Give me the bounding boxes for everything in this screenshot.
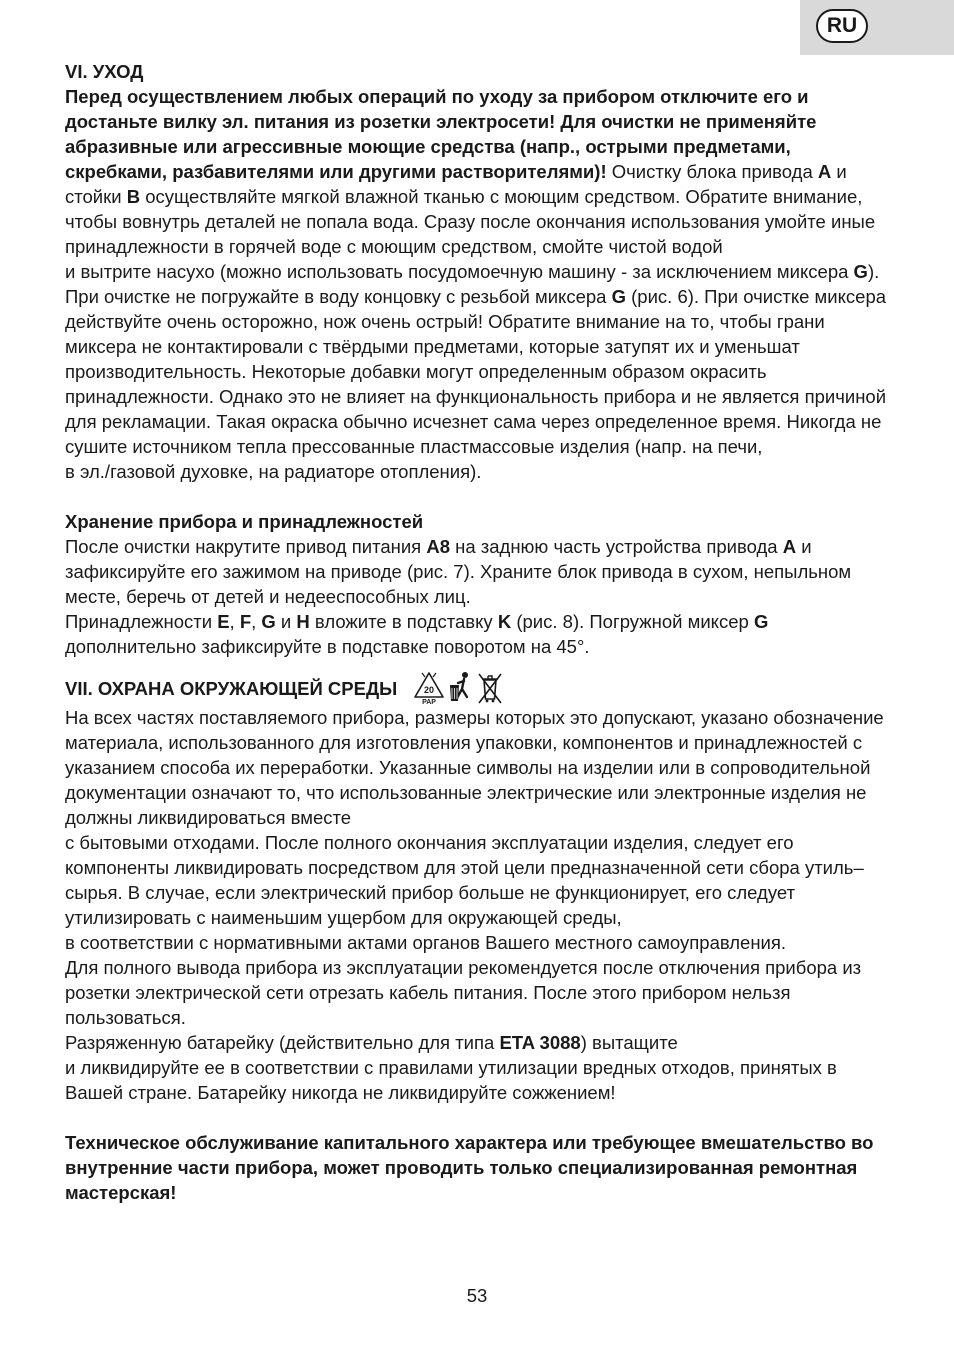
separator: и: [275, 611, 297, 632]
part-ref: G: [611, 286, 626, 307]
storage-paragraph-2: [65, 609, 895, 659]
storage-text: (рис. 8). Погружной миксер: [511, 611, 754, 632]
tidyman-icon: [448, 671, 474, 705]
environment-heading-row: [65, 671, 895, 705]
spacer: [65, 659, 895, 671]
care-text: осуществляйте мягкой влажной тканью с моющим средством. Обратите внимание, чтобы вовнутрь деталей не попала вода. Сразу после окончания использования умойте иные принадлежности в горячей воде с моющим средством, смойте чистой водой: [65, 186, 876, 257]
service-note: Техническое обслуживание капитального характера или требующее вмешательство во внутренние части прибора, может проводить только специализированная ремонтная мастерская!: [65, 1132, 874, 1203]
environment-paragraph-3: в соответствии с нормативными актами органов Вашего местного самоуправления.: [65, 932, 787, 953]
language-badge: RU: [816, 9, 868, 43]
part-ref: G: [853, 261, 868, 282]
care-text: (рис. 6). При очистке миксера действуйте очень осторожно, нож очень острый! Обратите внимание на то, чтобы грани миксера не контактировали с твёрдыми предметами, которые затупят их и уменьшат производительность. Некоторые добавки могут определенным образом окрасить принадлежности. Однако это не влияет на функциональность прибора и не является причиной для рекламации. Такая окраска обычно исчезнет сама через определенное время. Никогда не сушите источником тепла прессованные пластмассовые изделия (напр. на печи,: [65, 286, 887, 457]
part-ref: H: [296, 611, 310, 632]
model-ref: ETA 3088: [499, 1032, 581, 1053]
part-ref: F: [239, 611, 252, 632]
storage-paragraph: [65, 534, 895, 609]
recycle-pap-20-icon: [413, 671, 445, 705]
page-number: 53: [466, 1285, 488, 1306]
separator: ,: [251, 611, 262, 632]
part-ref: A: [817, 161, 832, 182]
care-text: и стойки: [65, 161, 847, 207]
part-ref: K: [497, 611, 512, 632]
care-warning: Перед осуществлением любых операций по уходу за прибором отключите его и достаньте вилку эл. питания из розетки электросети! Для очистки не применяйте абразивные или агрессивные моющие средства (напр., острыми предметами, скребками, разбавителями или другими растворителями)!: [65, 86, 817, 182]
section-heading-storage: Хранение прибора и принадлежностей: [65, 511, 424, 532]
environment-paragraph: На всех частях поставляемого прибора, размеры которых это допускают, указано обозначение материала, использованного для изготовления упаковки, компонентов и принадлежностей с указанием способа их переработки. Указанные символы на изделии или в сопроводительной документации означают то, что использованные электрические или электронные изделия не должны ликвидироваться вместе: [65, 707, 884, 828]
storage-text: вложите в подставку: [309, 611, 498, 632]
battery-paragraph: [65, 1030, 895, 1055]
part-ref: E: [217, 611, 230, 632]
battery-text: Разряженную батарейку (действительно для типа: [65, 1032, 500, 1053]
environment-paragraph-4: Для полного вывода прибора из эксплуатации рекомендуется после отключения прибора из розетки электрической сети отрезать кабель питания. После этого прибором нельзя пользоваться.: [65, 957, 862, 1028]
crossed-bin-icon: [477, 671, 503, 705]
battery-paragraph-2: и ликвидируйте ее в соответствии с правилами утилизации вредных отходов, принятых в Вашей стране. Батарейку никогда не ликвидируйте сожжением!: [65, 1057, 837, 1103]
environment-icons: [413, 671, 503, 705]
spacer: [65, 1105, 895, 1130]
storage-text: дополнительно зафиксируйте в подставке поворотом на 45°.: [65, 636, 590, 657]
page-content: [65, 59, 895, 1205]
care-text: Очистку блока привода: [606, 161, 818, 182]
recycle-label: PAP: [422, 699, 437, 705]
part-ref: A: [782, 536, 797, 557]
part-ref: G: [261, 611, 276, 632]
storage-text: После очистки накрутите привод питания: [65, 536, 427, 557]
care-text: и вытрите насухо (можно использовать посудомоечную машину - за исключением миксера: [65, 261, 854, 282]
care-paragraph: [65, 84, 895, 259]
care-paragraph-2: [65, 259, 895, 459]
section-heading-environment: VII. ОХРАНА ОКРУЖАЮЩЕЙ СРЕДЫ: [65, 677, 398, 699]
storage-text: на заднюю часть устройства привода: [449, 536, 783, 557]
separator: ,: [229, 611, 240, 632]
spacer: [65, 484, 895, 509]
part-ref: G: [753, 611, 769, 632]
section-heading-care: VI. УХОД: [65, 61, 144, 82]
care-paragraph-3: в эл./газовой духовке, на радиаторе отопления).: [65, 461, 482, 482]
part-ref: B: [126, 186, 141, 207]
environment-paragraph-2: с бытовыми отходами. После полного окончания эксплуатации изделия, следует его компоненты ликвидировать посредством для этой цели предназначенной сети сбора утиль–сырья. В случае, если электрический прибор больше не функционирует, его следует утилизировать с наименьшим ущербом для окружающей среды,: [65, 832, 864, 928]
battery-text: ) вытащите: [580, 1032, 678, 1053]
language-tab: [800, 0, 954, 55]
recycle-number: 20: [424, 685, 435, 695]
part-ref: A8: [426, 536, 450, 557]
storage-text: и зафиксируйте его зажимом на приводе (рис. 7). Храните блок привода в сухом, непыльном месте, беречь от детей и недееспособных лиц.: [65, 536, 852, 607]
care-text: ). При очистке не погружайте в воду концовку с резьбой миксера: [65, 261, 880, 307]
storage-text: Принадлежности: [65, 611, 218, 632]
